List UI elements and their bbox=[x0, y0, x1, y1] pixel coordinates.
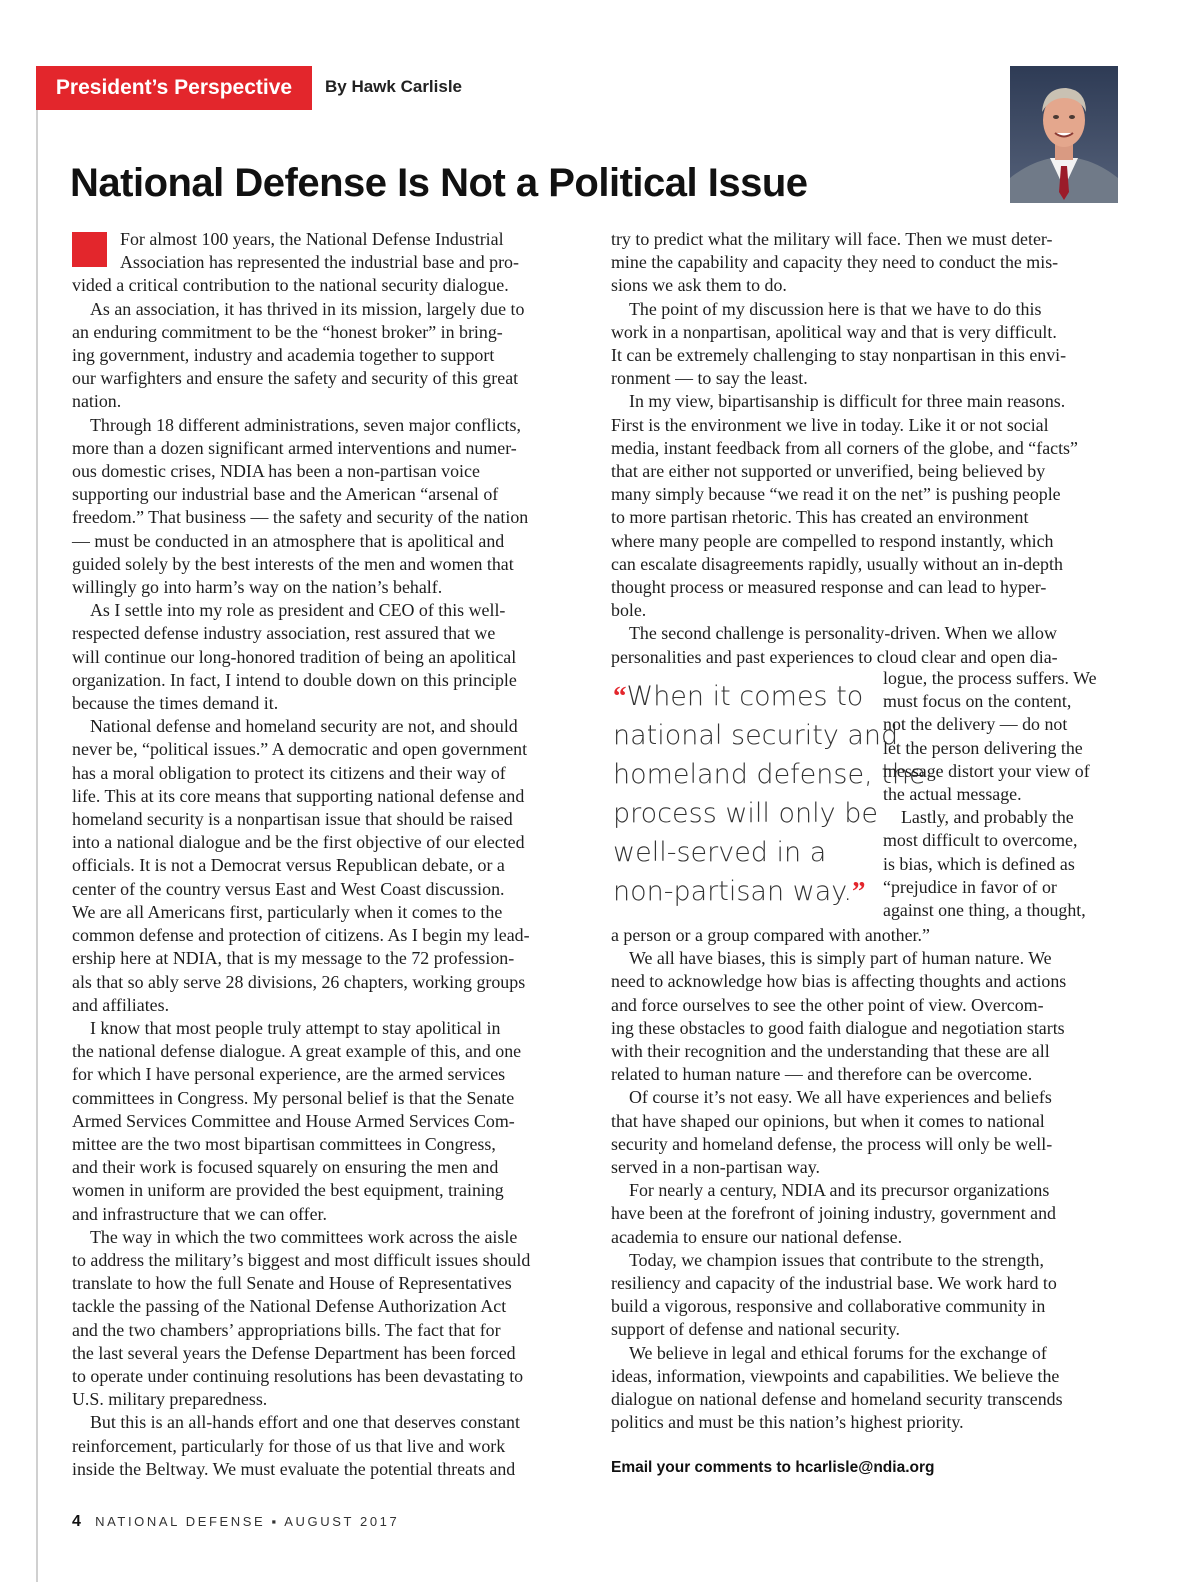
column-2-lower bbox=[611, 924, 1121, 1434]
paragraph-line: mittee are the two most bipartisan committees in Congress, bbox=[72, 1133, 496, 1154]
paragraph-line: inside the Beltway. We must evaluate the potential threats and bbox=[72, 1458, 516, 1479]
paragraph-line: personalities and past experiences to cloud clear and open dia- bbox=[611, 646, 1058, 667]
paragraph-line: For almost 100 years, the National Defense Industrial bbox=[120, 229, 504, 249]
paragraph-line: logue, the process suffers. We bbox=[883, 668, 1097, 688]
paragraph-line: support of defense and national security. bbox=[611, 1319, 900, 1340]
paragraph-line: respected defense industry association, rest assured that we bbox=[72, 623, 496, 644]
paragraph-line: vided a critical contribution to the national security dialogue. bbox=[72, 275, 509, 296]
column-1 bbox=[72, 228, 582, 1481]
paragraph-line: center of the country versus East and West Coast discussion. bbox=[72, 878, 505, 899]
paragraph-line: an enduring commitment to be the “honest broker” in bring- bbox=[72, 321, 503, 342]
paragraph-line: can escalate disagreements rapidly, usually without an in-depth bbox=[611, 553, 1063, 574]
byline: By Hawk Carlisle bbox=[325, 77, 463, 96]
paragraph-line: officials. It is not a Democrat versus Republican debate, or a bbox=[72, 855, 505, 876]
paragraph-line: We believe in legal and ethical forums for the exchange of bbox=[629, 1342, 1047, 1363]
paragraph-line: security and homeland defense, the process will only be well- bbox=[611, 1133, 1053, 1154]
paragraph-line: never be, “political issues.” A democratic and open government bbox=[72, 739, 528, 760]
paragraph-line: more than a dozen significant armed interventions and numer- bbox=[72, 437, 517, 458]
paragraph-line: We all have biases, this is simply part of human nature. We bbox=[629, 948, 1052, 969]
paragraph-line: nation. bbox=[72, 391, 122, 412]
paragraph-line: ous domestic crises, NDIA has been a non-partisan voice bbox=[72, 461, 480, 482]
paragraph-line: First is the environment we live in today. Like it or not social bbox=[611, 414, 1049, 435]
paragraph-line: will continue our long-honored tradition of being an apolitical bbox=[72, 646, 517, 667]
paragraph-line: try to predict what the military will face. Then we must deter- bbox=[611, 229, 1053, 249]
paragraph-line: The way in which the two committees work across the aisle bbox=[90, 1226, 518, 1247]
publication-name: NATIONAL DEFENSE bbox=[95, 1514, 266, 1529]
paragraph-line: willingly go into harm’s way on the nation’s behalf. bbox=[72, 577, 443, 598]
paragraph-line: where many people are compelled to respond instantly, which bbox=[611, 530, 1054, 551]
paragraph-line: to address the military’s biggest and most difficult issues should bbox=[72, 1249, 531, 1270]
paragraph-line: The point of my discussion here is that we have to do this bbox=[629, 298, 1042, 319]
paragraph-line: need to acknowledge how bias is affecting thoughts and actions bbox=[611, 971, 1067, 992]
paragraph-line: and force ourselves to see the other point of view. Overcom- bbox=[611, 994, 1044, 1015]
paragraph-line: the national defense dialogue. A great example of this, and one bbox=[72, 1041, 522, 1062]
paragraph-line: For nearly a century, NDIA and its precursor organizations bbox=[629, 1180, 1050, 1201]
paragraph-line: dialogue on national defense and homeland security transcends bbox=[611, 1389, 1063, 1410]
pull-quote-line: “When it comes to bbox=[613, 681, 864, 712]
close-quote-mark: ” bbox=[852, 876, 866, 906]
paragraph-line: work in a nonpartisan, apolitical way and that is very difficult. bbox=[611, 321, 1057, 342]
paragraph-line: Through 18 different administrations, seven major conflicts, bbox=[90, 414, 521, 435]
paragraph-line: — must be conducted in an atmosphere that is apolitical and bbox=[72, 530, 505, 551]
paragraph-line: must focus on the content, bbox=[883, 691, 1072, 712]
paragraph-line: It can be extremely challenging to stay nonpartisan in this envi- bbox=[611, 345, 1067, 366]
paragraph-line: that are either not supported or unverified, being believed by bbox=[611, 461, 1046, 482]
paragraph-line: ership here at NDIA, that is my message to the 72 profession- bbox=[72, 948, 515, 969]
section-label: President’s Perspective bbox=[36, 66, 312, 110]
paragraph-line: Of course it’s not easy. We all have experiences and beliefs bbox=[629, 1087, 1052, 1108]
paragraph-line: National defense and homeland security are not, and should bbox=[90, 716, 518, 737]
pull-quote-line: process will only be bbox=[613, 798, 878, 829]
paragraph-line: into a national dialogue and be the first objective of our elected bbox=[72, 832, 525, 853]
paragraph-line: resiliency and capacity of the industrial base. We work hard to bbox=[611, 1273, 1057, 1294]
author-portrait bbox=[1010, 66, 1118, 203]
paragraph-line: has a moral obligation to protect its citizens and their way of bbox=[72, 762, 506, 783]
paragraph-line: women in uniform are provided the best equipment, training bbox=[72, 1180, 504, 1201]
paragraph-line: have been at the forefront of joining industry, government and bbox=[611, 1203, 1056, 1224]
paragraph-line: But this is an all-hands effort and one that deserves constant bbox=[90, 1412, 520, 1433]
paragraph-line: Association has represented the industrial base and pro- bbox=[120, 252, 519, 273]
paragraph-line: life. This at its core means that supporting national defense and bbox=[72, 785, 525, 806]
pull-quote-line: homeland defense, the bbox=[613, 759, 926, 790]
paragraph-line: to operate under continuing resolutions has been devastating to bbox=[72, 1365, 524, 1386]
paragraph-line: ing these obstacles to good faith dialogue and negotiation starts bbox=[611, 1017, 1065, 1038]
paragraph-line: build a vigorous, responsive and collaborative community in bbox=[611, 1296, 1046, 1317]
paragraph-line: sions we ask them to do. bbox=[611, 275, 787, 296]
paragraph-line: and infrastructure that we can offer. bbox=[72, 1203, 327, 1224]
paragraph-line: and the two chambers’ appropriations bills. The fact that for bbox=[72, 1319, 501, 1340]
left-margin-rule bbox=[36, 104, 38, 1582]
paragraph-line: Lastly, and probably the bbox=[901, 807, 1074, 828]
paragraph-line: is bias, which is defined as bbox=[883, 853, 1075, 874]
paragraph-line: for which I have personal experience, are the armed services bbox=[72, 1064, 506, 1085]
paragraph-line: freedom.” That business — the safety and security of the nation bbox=[72, 507, 529, 528]
paragraph-line: We are all Americans first, particularly when it comes to the bbox=[72, 901, 503, 922]
paragraph-line: and affiliates. bbox=[72, 994, 170, 1015]
paragraph-line: In my view, bipartisanship is difficult for three main reasons. bbox=[629, 391, 1066, 412]
paragraph-line: message distort your view of bbox=[883, 760, 1090, 781]
page-footer bbox=[72, 1513, 399, 1531]
paragraph-line: ing government, industry and academia together to support bbox=[72, 345, 495, 366]
pull-quote-line: non-partisan way.” bbox=[613, 876, 866, 907]
paragraph-line: reinforcement, particularly for those of us that live and work bbox=[72, 1435, 506, 1456]
paragraph-line: our warfighters and ensure the safety and security of this great bbox=[72, 368, 519, 389]
paragraph-line: media, instant feedback from all corners of the globe, and “facts” bbox=[611, 437, 1078, 458]
paragraph-line: organization. In fact, I intend to double down on this principle bbox=[72, 669, 517, 690]
drop-cap-square bbox=[72, 232, 107, 267]
paragraph-line: Today, we champion issues that contribute to the strength, bbox=[629, 1249, 1044, 1270]
paragraph-line: supporting our industrial base and the American “arsenal of bbox=[72, 484, 499, 505]
paragraph-line: thought process or measured response and can lead to hyper- bbox=[611, 577, 1047, 598]
paragraph-line: and their work is focused squarely on ensuring the men and bbox=[72, 1157, 499, 1178]
pull-quote bbox=[613, 677, 926, 911]
paragraph-line: academia to ensure our national defense. bbox=[611, 1226, 903, 1247]
footer-separator: ▪ bbox=[271, 1514, 279, 1529]
paragraph-line: The second challenge is personality-driven. When we allow bbox=[629, 623, 1057, 644]
paragraph-line: a person or a group compared with another.” bbox=[611, 925, 930, 945]
paragraph-line: Armed Services Committee and House Armed Services Com- bbox=[72, 1110, 515, 1131]
paragraph-line: As an association, it has thrived in its mission, largely due to bbox=[90, 298, 525, 319]
paragraph-line: the last several years the Defense Department has been forced bbox=[72, 1342, 516, 1363]
column-2-wrap-text bbox=[883, 667, 1123, 922]
open-quote-mark: “ bbox=[613, 681, 627, 711]
paragraph-line: guided solely by the best interests of the men and women that bbox=[72, 553, 514, 574]
paragraph-line: translate to how the full Senate and House of Representatives bbox=[72, 1273, 512, 1294]
paragraph-line: let the person delivering the bbox=[883, 737, 1083, 758]
paragraph-line: ideas, information, viewpoints and capabilities. We believe the bbox=[611, 1365, 1060, 1386]
paragraph-line: tackle the passing of the National Defense Authorization Act bbox=[72, 1296, 507, 1317]
paragraph-line: related to human nature — and therefore can be overcome. bbox=[611, 1064, 1033, 1085]
pull-quote-line: well-served in a bbox=[613, 837, 827, 868]
headline: National Defense Is Not a Political Issue bbox=[70, 161, 808, 205]
paragraph-line: many simply because “we read it on the net” is pushing people bbox=[611, 484, 1061, 505]
paragraph-line: against one thing, a thought, bbox=[883, 900, 1086, 921]
paragraph-line: the actual message. bbox=[883, 784, 1022, 805]
pull-quote-line: national security and bbox=[613, 720, 899, 751]
paragraph-line: bole. bbox=[611, 600, 647, 621]
paragraph-line: I know that most people truly attempt to stay apolitical in bbox=[90, 1017, 501, 1038]
page-number: 4 bbox=[72, 1513, 81, 1530]
paragraph-line: “prejudice in favor of or bbox=[883, 876, 1057, 897]
column-2 bbox=[611, 228, 1121, 669]
paragraph-line: U.S. military preparedness. bbox=[72, 1389, 268, 1410]
paragraph-line: that have shaped our opinions, but when it comes to national bbox=[611, 1110, 1045, 1131]
paragraph-line: to more partisan rhetoric. This has created an environment bbox=[611, 507, 1029, 528]
paragraph-line: not the delivery — do not bbox=[883, 714, 1068, 735]
paragraph-line: As I settle into my role as president and CEO of this well- bbox=[90, 600, 506, 621]
email-comments-line: Email your comments to hcarlisle@ndia.org bbox=[611, 1459, 935, 1476]
paragraph-line: because the times demand it. bbox=[72, 693, 279, 714]
paragraph-line: politics and must be this nation’s highest priority. bbox=[611, 1412, 964, 1433]
paragraph-line: ronment — to say the least. bbox=[611, 368, 808, 389]
paragraph-line: homeland security is a nonpartisan issue that should be raised bbox=[72, 809, 513, 830]
paragraph-line: served in a non-partisan way. bbox=[611, 1157, 820, 1178]
paragraph-line: als that so ably serve 28 divisions, 26 chapters, working groups bbox=[72, 971, 526, 992]
paragraph-line: mine the capability and capacity they need to conduct the mis- bbox=[611, 252, 1059, 273]
issue-date: AUGUST 2017 bbox=[284, 1514, 400, 1529]
paragraph-line: most difficult to overcome, bbox=[883, 830, 1078, 851]
paragraph-line: common defense and protection of citizens. As I begin my lead- bbox=[72, 925, 530, 946]
paragraph-line: with their recognition and the understanding that these are all bbox=[611, 1041, 1050, 1062]
paragraph-line: committees in Congress. My personal belief is that the Senate bbox=[72, 1087, 515, 1108]
